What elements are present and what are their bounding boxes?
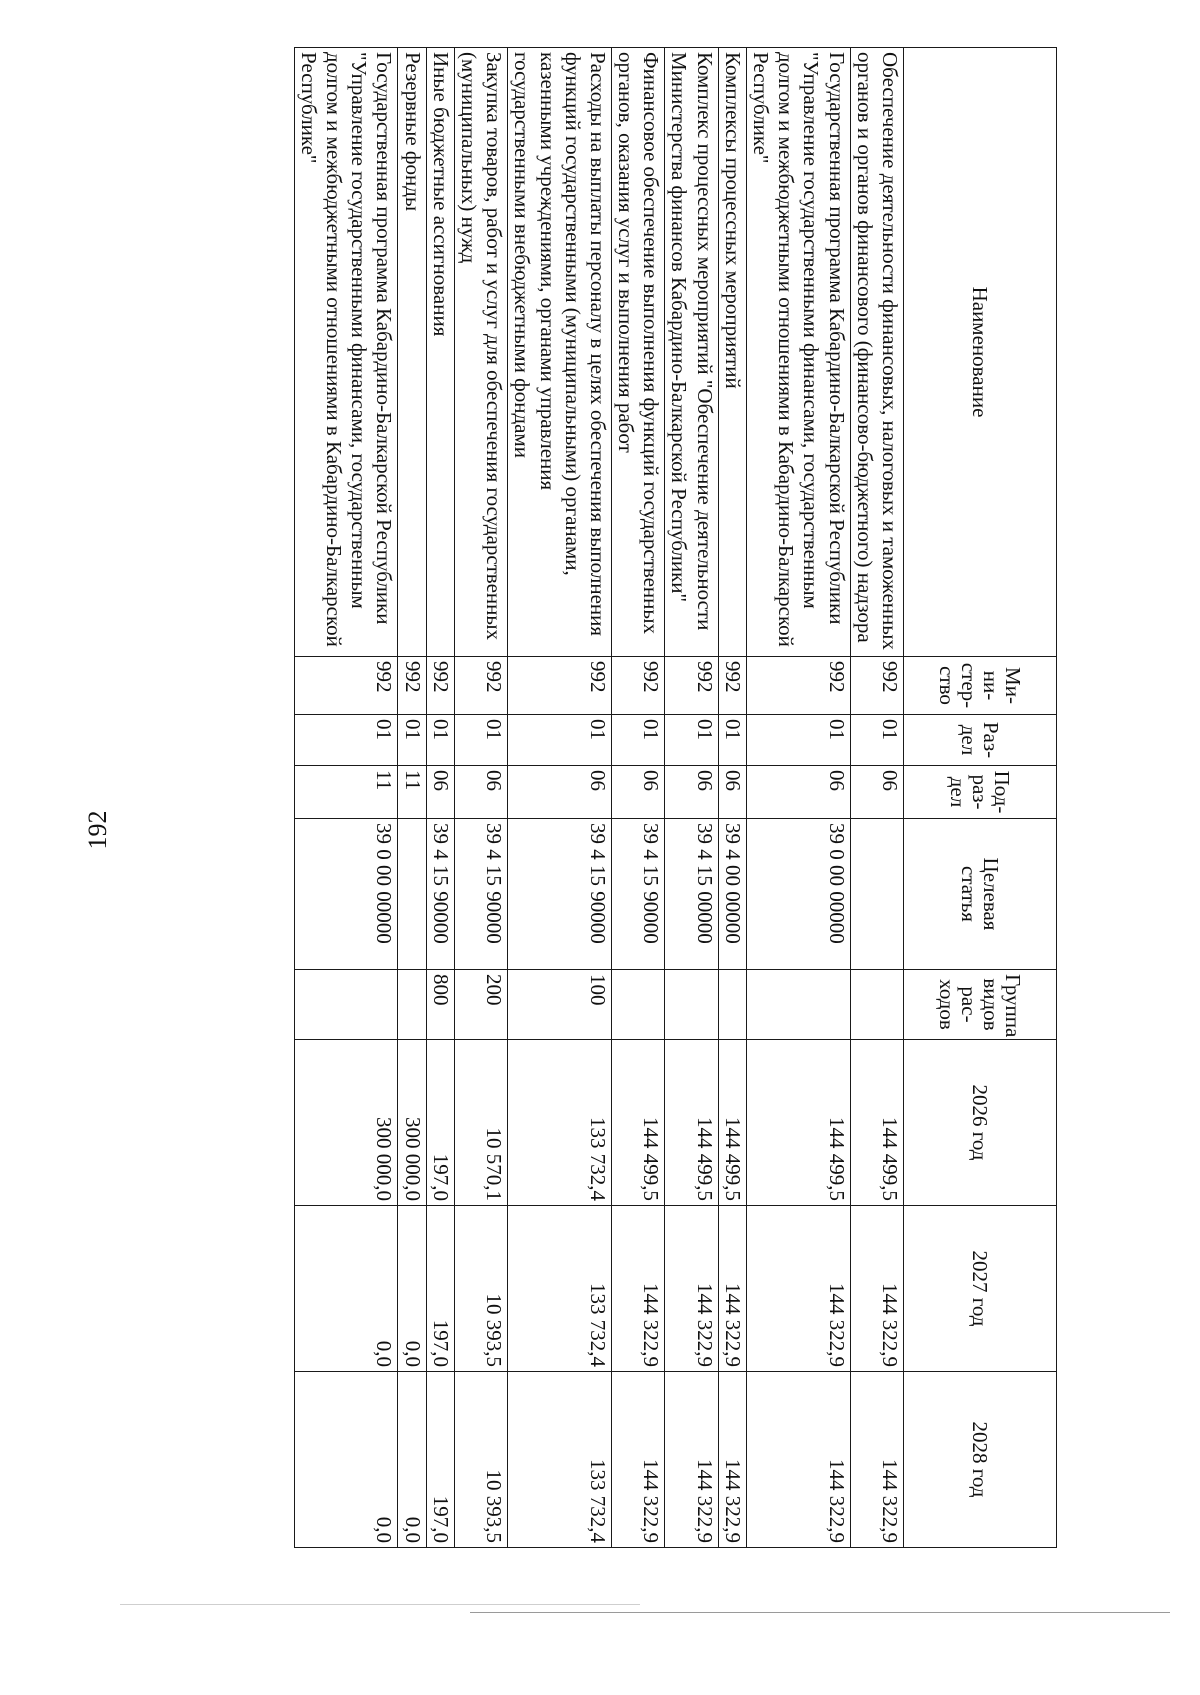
cell-ministry: 992 <box>294 657 398 715</box>
cell-section: 01 <box>718 715 746 766</box>
cell-target: 39 4 15 90000 <box>426 819 454 970</box>
cell-ministry: 992 <box>508 657 612 715</box>
cell-2026: 197,0 <box>426 1040 454 1206</box>
cell-name: Государственная программа Кабардино-Балкарской Республики "Управление государственными финансами, государственным долгом и межбюджетными отношениями в Кабардино-Балкарской Республике" <box>746 48 850 657</box>
cell-2028: 144 322,9 <box>611 1372 664 1548</box>
cell-name: Государственная программа Кабардино-Балкарской Республики "Управление государственными финансами, государственным долгом и межбюджетными отношениями в Кабардино-Балкарской Республике" <box>294 48 398 657</box>
cell-subsection: 06 <box>454 766 507 819</box>
header-name: Наименование <box>904 48 1057 657</box>
rotated-table-container <box>137 47 1057 1547</box>
cell-expense-group <box>850 970 903 1040</box>
cell-target: 39 4 15 90000 <box>454 819 507 970</box>
cell-expense-group: 800 <box>426 970 454 1040</box>
cell-ministry: 992 <box>718 657 746 715</box>
cell-2027: 10 393,5 <box>454 1206 507 1372</box>
cell-section: 01 <box>850 715 903 766</box>
cell-section: 01 <box>454 715 507 766</box>
budget-table <box>294 47 1057 1548</box>
cell-ministry: 992 <box>746 657 850 715</box>
cell-2028: 144 322,9 <box>718 1372 746 1548</box>
cell-2026: 300 000,0 <box>398 1040 426 1206</box>
cell-subsection: 06 <box>426 766 454 819</box>
cell-expense-group <box>294 970 398 1040</box>
cell-expense-group <box>398 970 426 1040</box>
cell-subsection: 06 <box>665 766 718 819</box>
cell-expense-group: 100 <box>508 970 612 1040</box>
cell-ministry: 992 <box>426 657 454 715</box>
cell-target: 39 0 00 00000 <box>294 819 398 970</box>
cell-2027: 144 322,9 <box>850 1206 903 1372</box>
cell-target: 39 4 15 90000 <box>508 819 612 970</box>
cell-target: 39 4 15 00000 <box>665 819 718 970</box>
header-section: Раз- дел <box>904 715 1057 766</box>
cell-subsection: 06 <box>850 766 903 819</box>
cell-2027: 144 322,9 <box>665 1206 718 1372</box>
header-ministry: Ми- ни- стер- ство <box>904 657 1057 715</box>
scan-artifact-line <box>470 1612 1170 1613</box>
cell-section: 01 <box>665 715 718 766</box>
cell-target: 39 4 00 00000 <box>718 819 746 970</box>
cell-2026: 144 499,5 <box>850 1040 903 1206</box>
cell-2027: 144 322,9 <box>718 1206 746 1372</box>
cell-2027: 144 322,9 <box>746 1206 850 1372</box>
cell-section: 01 <box>611 715 664 766</box>
cell-2026: 133 732,4 <box>508 1040 612 1206</box>
table-row <box>398 48 426 1548</box>
cell-target: 39 4 15 90000 <box>611 819 664 970</box>
table-row <box>454 48 507 1548</box>
table-row <box>294 48 398 1548</box>
cell-expense-group <box>665 970 718 1040</box>
cell-2028: 10 393,5 <box>454 1372 507 1548</box>
cell-subsection: 06 <box>718 766 746 819</box>
cell-name: Расходы на выплаты персоналу в целях обеспечения выполнения функций государственными (муниципальными) органами, казенными учреждениями, органами управления государственными внебюджетными фондами <box>508 48 612 657</box>
header-2028: 2028 год <box>904 1372 1057 1548</box>
cell-name: Закупка товаров, работ и услуг для обеспечения государственных (муниципальных) нужд <box>454 48 507 657</box>
cell-name: Комплекс процессных мероприятий "Обеспечение деятельности Министерства финансов Кабардино-Балкарской Республики" <box>665 48 718 657</box>
cell-target: 39 0 00 00000 <box>746 819 850 970</box>
table-row <box>718 48 746 1548</box>
cell-subsection: 06 <box>746 766 850 819</box>
cell-target <box>398 819 426 970</box>
cell-2028: 144 322,9 <box>850 1372 903 1548</box>
cell-2026: 144 499,5 <box>718 1040 746 1206</box>
cell-2028: 144 322,9 <box>665 1372 718 1548</box>
cell-2026: 300 000,0 <box>294 1040 398 1206</box>
header-target: Целевая статья <box>904 819 1057 970</box>
cell-2028: 0,0 <box>398 1372 426 1548</box>
header-expense-group: Группа видов рас- ходов <box>904 970 1057 1040</box>
page-number: 192 <box>83 810 112 850</box>
cell-expense-group <box>611 970 664 1040</box>
table-row <box>611 48 664 1548</box>
cell-subsection: 06 <box>611 766 664 819</box>
header-row <box>904 48 1057 1548</box>
cell-2026: 144 499,5 <box>665 1040 718 1206</box>
cell-name: Иные бюджетные ассигнования <box>426 48 454 657</box>
cell-section: 01 <box>508 715 612 766</box>
cell-ministry: 992 <box>850 657 903 715</box>
cell-2028: 133 732,4 <box>508 1372 612 1548</box>
cell-expense-group <box>746 970 850 1040</box>
cell-name: Финансовое обеспечение выполнения функций государственных органов, оказания услуг и выполнения работ <box>611 48 664 657</box>
cell-ministry: 992 <box>398 657 426 715</box>
cell-section: 01 <box>398 715 426 766</box>
cell-section: 01 <box>294 715 398 766</box>
cell-section: 01 <box>426 715 454 766</box>
cell-2027: 0,0 <box>294 1206 398 1372</box>
table-row <box>508 48 612 1548</box>
cell-subsection: 11 <box>398 766 426 819</box>
cell-subsection: 11 <box>294 766 398 819</box>
table-row <box>426 48 454 1548</box>
cell-name: Комплексы процессных мероприятий <box>718 48 746 657</box>
cell-section: 01 <box>746 715 850 766</box>
cell-2026: 144 499,5 <box>746 1040 850 1206</box>
cell-2026: 10 570,1 <box>454 1040 507 1206</box>
cell-ministry: 992 <box>454 657 507 715</box>
table-row <box>850 48 903 1548</box>
table-row <box>665 48 718 1548</box>
cell-2027: 0,0 <box>398 1206 426 1372</box>
cell-ministry: 992 <box>665 657 718 715</box>
cell-2028: 144 322,9 <box>746 1372 850 1548</box>
cell-2028: 197,0 <box>426 1372 454 1548</box>
cell-2026: 144 499,5 <box>611 1040 664 1206</box>
scan-artifact-line <box>120 1604 640 1605</box>
cell-target <box>850 819 903 970</box>
header-subsection: Под- раз- дел <box>904 766 1057 819</box>
header-2026: 2026 год <box>904 1040 1057 1206</box>
cell-subsection: 06 <box>508 766 612 819</box>
cell-expense-group: 200 <box>454 970 507 1040</box>
table-row <box>746 48 850 1548</box>
cell-2027: 197,0 <box>426 1206 454 1372</box>
cell-2027: 144 322,9 <box>611 1206 664 1372</box>
cell-2028: 0,0 <box>294 1372 398 1548</box>
cell-expense-group <box>718 970 746 1040</box>
cell-name: Резервные фонды <box>398 48 426 657</box>
header-2027: 2027 год <box>904 1206 1057 1372</box>
cell-ministry: 992 <box>611 657 664 715</box>
cell-name: Обеспечение деятельности финансовых, налоговых и таможенных органов и органов финансового (финансово-бюджетного) надзора <box>850 48 903 657</box>
cell-2027: 133 732,4 <box>508 1206 612 1372</box>
